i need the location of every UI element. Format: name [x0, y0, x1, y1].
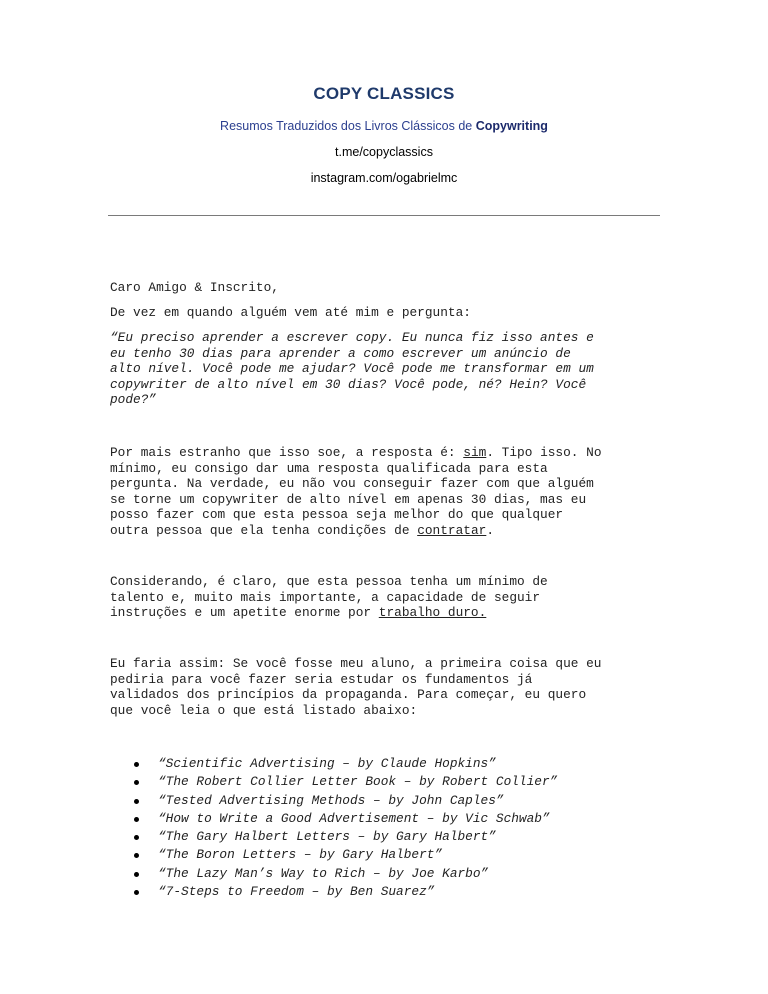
doc-subtitle [0, 119, 768, 133]
book-list-item [158, 883, 718, 901]
book-list-item [158, 828, 718, 846]
book-list-item [158, 865, 718, 883]
bullet-icon [134, 835, 139, 840]
header-divider [108, 215, 660, 216]
book-list-item [158, 810, 718, 828]
bullet-icon [134, 872, 139, 877]
sim-underlined: sim [463, 445, 487, 460]
para1-middle: . Tipo isso. No mínimo, eu consigo dar uma resposta qualificada para esta pergunta. Na verdade, eu não vou conseguir fazer com que alguém se torne um copywriter de alto nível em apenas 30 dias, mas eu posso fazer com que esta pessoa seja melhor do que qualquer outra pessoa que ela tenha condições de [110, 445, 602, 538]
doc-title: COPY CLASSICS [313, 84, 455, 103]
bullet-icon [134, 817, 139, 822]
book-list [110, 755, 718, 901]
greeting: Caro Amigo & Inscrito, [110, 280, 279, 295]
trabalho-duro-underlined: trabalho duro. [378, 605, 487, 620]
book-list-item [158, 846, 718, 864]
bullet-icon [134, 853, 139, 858]
paragraph-answer [110, 445, 670, 538]
book-title: “The Lazy Man’s Way to Rich – by Joe Karbo” [158, 865, 489, 881]
para1-start: Por mais estranho que isso soe, a resposta é: [110, 445, 464, 460]
book-list-item [158, 773, 718, 791]
book-title: “Scientific Advertising – by Claude Hopkins” [158, 756, 496, 771]
para2-text: Considerando, é claro, que esta pessoa tenha um mínimo de talento e, muito mais importante, a capacidade de seguir instruções e um apetite enorme por [110, 574, 548, 620]
para1-end: . [486, 522, 494, 538]
telegram-link[interactable]: t.me/copyclassics [335, 145, 433, 159]
subtitle-text: Resumos Traduzidos dos Livros Clássicos de [220, 119, 476, 133]
book-title: “How to Write a Good Advertisement – by Vic Schwab” [158, 810, 550, 826]
contratar-underlined: contratar [417, 522, 487, 538]
paragraph-talent [110, 574, 670, 621]
book-title: “The Gary Halbert Letters – by Gary Halbert” [158, 829, 496, 845]
intro-line: De vez em quando alguém vem até mim e pergunta: [110, 305, 471, 320]
bullet-icon [134, 890, 139, 895]
book-list-item [158, 792, 718, 810]
book-title: “Tested Advertising Methods – by John Caples” [158, 792, 504, 808]
bullet-icon [134, 799, 139, 804]
book-title: “7-Steps to Freedom – by Ben Suarez” [158, 884, 435, 900]
book-list-item [158, 755, 718, 773]
book-title: “The Robert Collier Letter Book – by Robert Collier” [158, 774, 558, 790]
paragraph-method: Eu faria assim: Se você fosse meu aluno, a primeira coisa que eu pediria para você fazer seria estudar os fundamentos já validados dos princípios da propaganda. Para começar, eu quero que você leia o que está listado abaixo: [110, 656, 602, 718]
instagram-link[interactable]: instagram.com/ogabrielmc [310, 171, 458, 185]
subtitle-bold: Copywriting [475, 119, 548, 133]
book-title: “The Boron Letters – by Gary Halbert” [158, 847, 443, 863]
bullet-icon [134, 780, 139, 785]
bullet-icon [134, 762, 139, 767]
quote-paragraph: “Eu preciso aprender a escrever copy. Eu nunca fiz isso antes e eu tenho 30 dias para aprender a como escrever um anúncio de alto nível. Você pode me ajudar? Você pode me transformar em um copywriter de alto nível em 30 dias? Você pode, né? Hein? Você pode?” [110, 330, 594, 407]
